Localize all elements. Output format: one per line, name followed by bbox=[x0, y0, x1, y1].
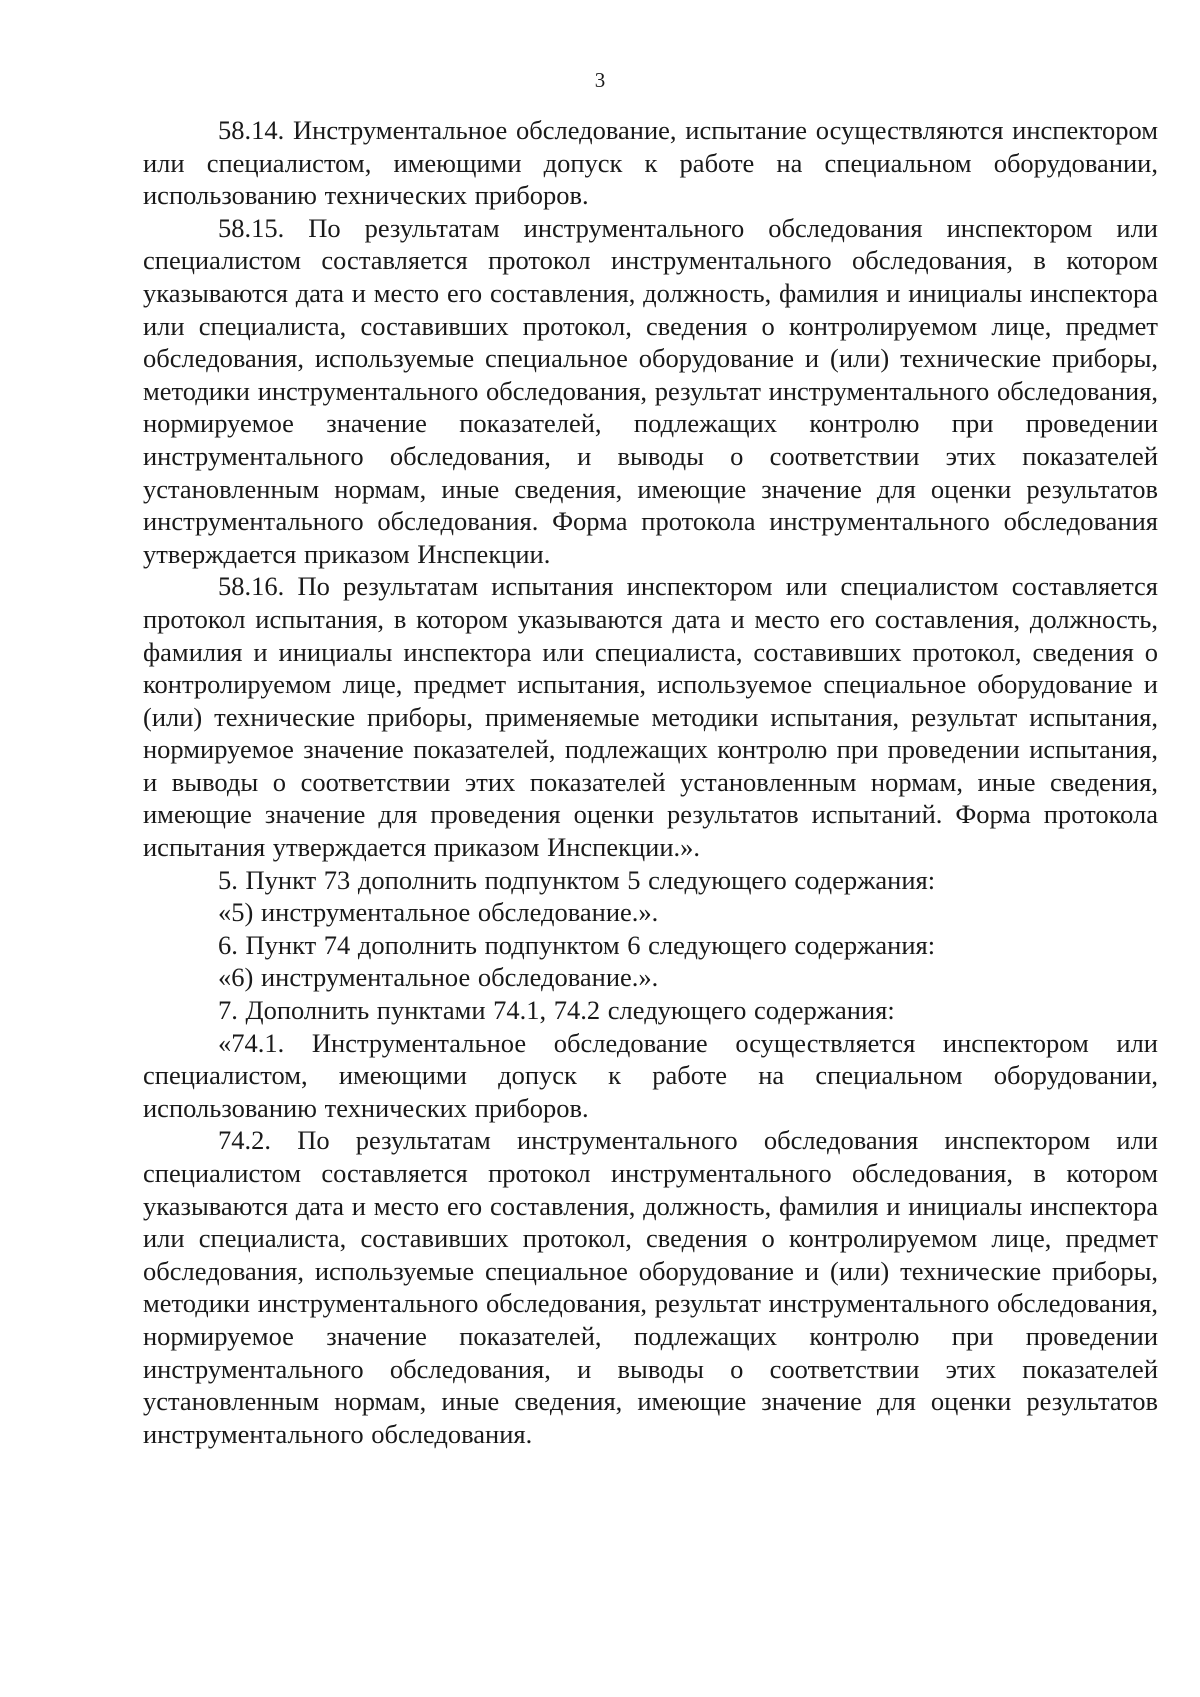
paragraph-subitem-6: «6) инструментальное обследование.». bbox=[218, 962, 659, 993]
paragraph-item-6: 6. Пункт 74 дополнить подпунктом 6 следующего содержания: bbox=[218, 929, 936, 960]
paragraph-58-16: 58.16. По результатам испытания инспектором или специалистом составляется протокол испытания, в котором указываются дата и место его составления, должность, фамилия и инициалы инспектора или специалиста, составивших протокол, сведения о контролируемом лице, предмет испытания, используемое специальное оборудование и (или) технические приборы, применяемые методики испытания, результат испытания, нормируемое значение показателей, подлежащих контролю при проведении испытания, и выводы о соответствии этих показателей установленным нормам, иные сведения, имеющие значение для проведения оценки результатов испытаний. Форма протокола испытания утверждается приказом Инспекции.». bbox=[143, 571, 1158, 863]
page-number: 3 bbox=[594, 68, 606, 92]
paragraph-58-15: 58.15. По результатам инструментального обследования инспектором или специалистом составляется протокол инструментального обследования, в котором указываются дата и место его составления, должность, фамилия и инициалы инспектора или специалиста, составивших протокол, сведения о контролируемом лице, предмет обследования, используемые специальное оборудование и (или) технические приборы, методики инструментального обследования, результат инструментального обследования, нормируемое значение показателей, подлежащих контролю при проведении инструментального обследования, и выводы о соответствии этих показателей установленным нормам, иные сведения, имеющие значение для оценки результатов инструментального обследования. Форма протокола инструментального обследования утверждается приказом Инспекции. bbox=[143, 212, 1158, 569]
paragraph-subitem-5: «5) инструментальное обследование.». bbox=[218, 897, 659, 928]
document-body bbox=[143, 114, 1158, 1450]
paragraph-74-1: «74.1. Инструментальное обследование осуществляется инспектором или специалистом, имеющими допуск к работе на специальном оборудовании, использованию технических приборов. bbox=[143, 1027, 1158, 1123]
paragraph-58-14: 58.14. Инструментальное обследование, испытание осуществляются инспектором или специалистом, имеющими допуск к работе на специальном оборудовании, использованию технических приборов. bbox=[143, 115, 1158, 211]
paragraph-item-5: 5. Пункт 73 дополнить подпунктом 5 следующего содержания: bbox=[218, 864, 936, 895]
paragraph-item-7: 7. Дополнить пунктами 74.1, 74.2 следующего содержания: bbox=[218, 995, 895, 1026]
paragraph-74-2: 74.2. По результатам инструментального обследования инспектором или специалистом составляется протокол инструментального обследования, в котором указываются дата и место его составления, должность, фамилия и инициалы инспектора или специалиста, составивших протокол, сведения о контролируемом лице, предмет обследования, используемые специальное оборудование и (или) технические приборы, методики инструментального обследования, результат инструментального обследования, нормируемое значение показателей, подлежащих контролю при проведении инструментального обследования, и выводы о соответствии этих показателей установленным нормам, иные сведения, имеющие значение для оценки результатов инструментального обследования. bbox=[143, 1125, 1158, 1449]
